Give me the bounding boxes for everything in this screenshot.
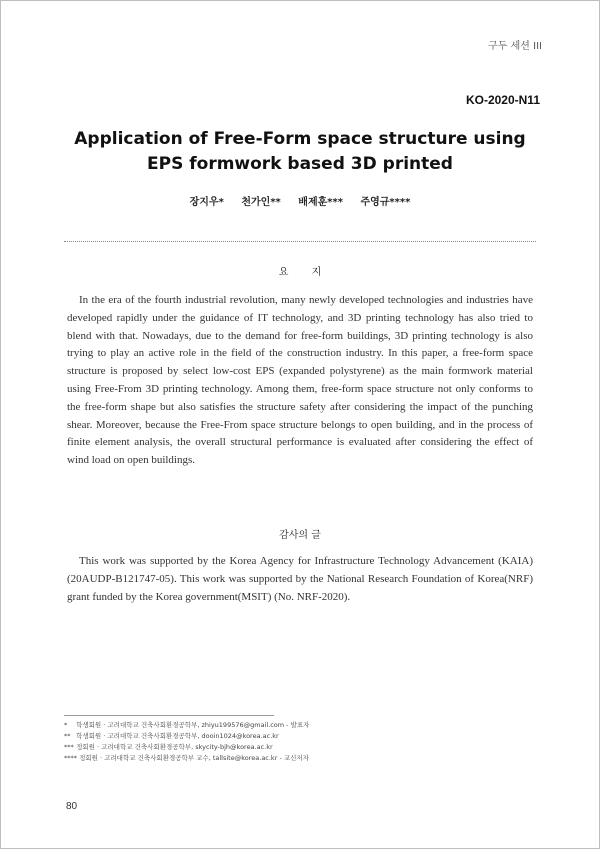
paper-title — [60, 127, 540, 177]
author-1: 장지우* — [189, 197, 224, 208]
footnote-rule — [64, 715, 274, 716]
author-3: 배제훈*** — [298, 197, 343, 208]
footnote-text: 정회원 · 고려대학교 건축사회환경공학부, skycity-bjh@korea.ac.kr — [76, 743, 273, 751]
footnote-mark: *** — [64, 743, 74, 751]
acknowledgement-text: This work was supported by the Korea Agency for Infrastructure Technology Advancement (KAIA) (20AUDP-B121747-05). This work was supported by the National Research Foundation of Korea(NRF) grant funded by the Korea government(MSIT) (No. NRF-2020). — [67, 555, 533, 603]
footnote-mark: ** — [64, 732, 71, 740]
footnote — [64, 731, 536, 742]
footnotes — [64, 720, 536, 764]
footnote-mark: **** — [64, 754, 77, 762]
author-2: 천가인** — [241, 197, 281, 208]
abstract-heading: 요 지 — [278, 267, 332, 278]
section-divider — [64, 241, 536, 242]
abstract-text: In the era of the fourth industrial revolution, many newly developed technologies and industries have developed rapidly under the guidance of IT technology, and 3D printing technology has also tried to blend with that. Nowadays, due to the demand for free-form buildings, 3D printing technology is also trying to play an active role in the field of the construction industry. In this paper, a free-form space structure is proposed by select low-cost EPS (expanded polystyrene) as the main formwork material using Free-From 3D printing technology. Among them, free-form space structure not only conforms to the free-form shape but also satisfies the structure safety after considering the impact of the punching shear. Moreover, because the Free-From space structure belongs to open building, and in the process of finite element analysis, the overall structural performance is evaluated after considering the effect of wind load on open buildings. — [67, 294, 533, 467]
title-line-1: Application of Free-Form space structure using — [74, 129, 526, 149]
footnote-mark: * — [64, 721, 68, 729]
footnote — [64, 753, 536, 764]
footnote-text: 학생회원 · 고려대학교 건축사회환경공학부, zhiyu199576@gmail.com - 발표자 — [76, 721, 310, 729]
footnote — [64, 742, 536, 753]
footnote-text: 정회원 · 고려대학교 건축사회환경공학부 교수, tallsite@korea.ac.kr - 교신저자 — [79, 754, 309, 762]
footnote-text: 학생회원 · 고려대학교 건축사회환경공학부, dooin1024@korea.ac.kr — [76, 732, 279, 740]
acknowledgement-heading: 감사의 글 — [279, 530, 321, 541]
page-number: 80 — [66, 801, 78, 812]
author-list — [60, 193, 540, 208]
footnote — [64, 720, 536, 731]
paper-code: KO-2020-N11 — [465, 93, 540, 107]
author-4: 주영규**** — [360, 197, 411, 208]
session-label: 구두 세션 III — [488, 41, 542, 52]
title-line-2: EPS formwork based 3D printed — [147, 154, 453, 174]
